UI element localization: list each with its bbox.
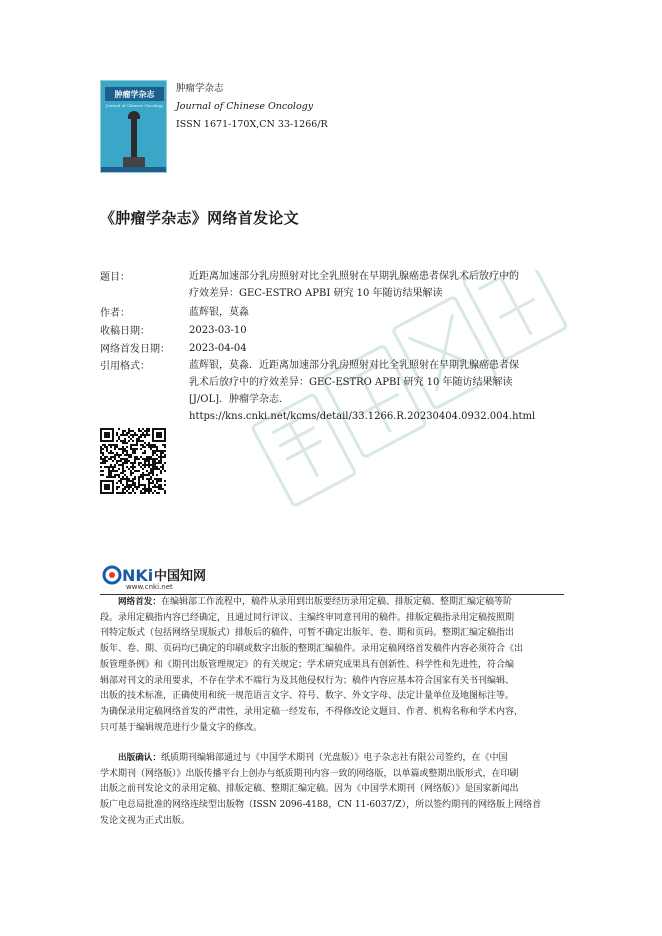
article-title [189,268,564,302]
received-date [189,322,564,339]
cover-subtitle: Journal of Chinese Oncology [105,103,164,108]
online-date-label: 网络首发日期： [100,344,170,355]
journal-name-cn: 肿瘤学杂志 [176,83,224,94]
cnki-url[interactable]: www.cnki.net [126,583,173,591]
page-heading: 《肿瘤学杂志》网络首发论文 [100,209,299,227]
online-date [189,340,564,357]
article-title-line: 近距离加速部分乳房照射对比全乳照射在早期乳腺癌患者保乳术后放疗中的 [189,271,519,282]
received-label: 收稿日期： [100,326,150,337]
title-label: 题目： [100,272,130,283]
notice-lead: 网络首发： [118,597,161,607]
notice-line: 版管理条例》和《期刊出版管理规定》的有关规定；学术研究成果具有创新性、科学性和先进性，符合编 [100,659,515,670]
online-date-text: 2023-04-04 [189,343,247,354]
notice-line: 为确保录用定稿网络首发的严肃性，录用定稿一经发布，不得修改论文题目、作者、机构名称和学术内容， [100,706,524,717]
article-title-line: 疗效差异：GEC-ESTRO APBI 研究 10 年随访结果解读 [189,288,443,299]
notice-line: 版广电总局批准的网络连续型出版物（ISSN 2096-4188，CN 11-6037/Z），所以签约期刊的网络版上网络首 [100,800,542,811]
notice-line: 刊特定版式（包括网络呈现版式）排版后的稿件，可暂不确定出版年、卷、期和页码。整期汇编定稿指出 [100,628,515,639]
author-label: 作者： [100,308,130,319]
received-date-text: 2023-03-10 [189,325,247,336]
journal-issn: ISSN 1671-170X,CN 33-1266/R [176,119,328,130]
notice-line: 发论文视为正式出版。 [100,815,191,826]
cover-statue [131,115,137,159]
cover-statue-base [123,157,145,167]
cover-title: 肿瘤学杂志 [105,87,164,101]
cnki-logo-text: NKi [122,566,154,585]
notice-line: 网络首发：在编辑部工作流程中，稿件从录用到出版要经历录用定稿、排版定稿、整期汇编定稿等阶 [118,597,513,607]
journal-name-en: Journal of Chinese Oncology [176,101,314,112]
svg-text:中国知网: 中国知网 [154,569,207,584]
authors [189,304,564,321]
journal-cover-image [100,80,167,173]
citation-line: 乳术后放疗中的疗效差异：GEC-ESTRO APBI 研究 10 年随访结果解读 [189,377,513,388]
notice-line: 只可基于编辑规范进行少量文字的修改。 [100,722,263,733]
qr-code[interactable] [100,428,166,494]
publication-confirm-notice [100,751,564,830]
citation-line: 蓝辉银，莫淼．近距离加速部分乳房照射对比全乳照射在早期乳腺癌患者保 [189,360,519,371]
citation [189,357,564,425]
notice-line: 辑部对刊文的录用要求，不存在学术不端行为及其他侵权行为；稿件内容应基本符合国家有关书刊编辑、 [100,675,515,686]
notice-line: 出版确认：纸质期刊编辑部通过与《中国学术期刊（光盘版）》电子杂志社有限公司签约，在《中国 [118,753,508,763]
citation-url[interactable]: https://kns.cnki.net/kcms/detail/33.1266.R.20230404.0932.004.html [189,411,536,422]
notice-line: 版年、卷、期、页码均已确定的印刷或数字出版的整期汇编稿件。录用定稿网络首发稿件内容必须符合《出 [100,644,524,655]
notice-line: 出版的技术标准，正确使用和统一规范语言文字、符号、数字、外文字母、法定计量单位及地图标注等。 [100,691,515,702]
notice-line: 学术期刊（网络版）》出版传播平台上创办与纸质期刊内容一致的网络版，以单篇或整期出版形式，在印刷 [100,768,519,779]
online-first-notice [100,595,564,736]
citation-line: [J/OL]．肿瘤学杂志． [189,394,290,405]
notice-lead: 出版确认： [118,753,161,763]
cover-bottom-bar [101,167,166,172]
notice-line: 出版之前刊发论文的录用定稿、排版定稿、整期汇编定稿。因为《中国学术期刊（网络版）》是国家新闻出 [100,784,519,795]
authors-text: 蓝辉银，莫淼 [189,307,249,318]
notice-line: 段。录用定稿指内容已经确定，且通过同行评议、主编终审同意刊用的稿件。排版定稿指录用定稿按照期 [100,612,515,623]
citation-label: 引用格式： [100,361,150,372]
